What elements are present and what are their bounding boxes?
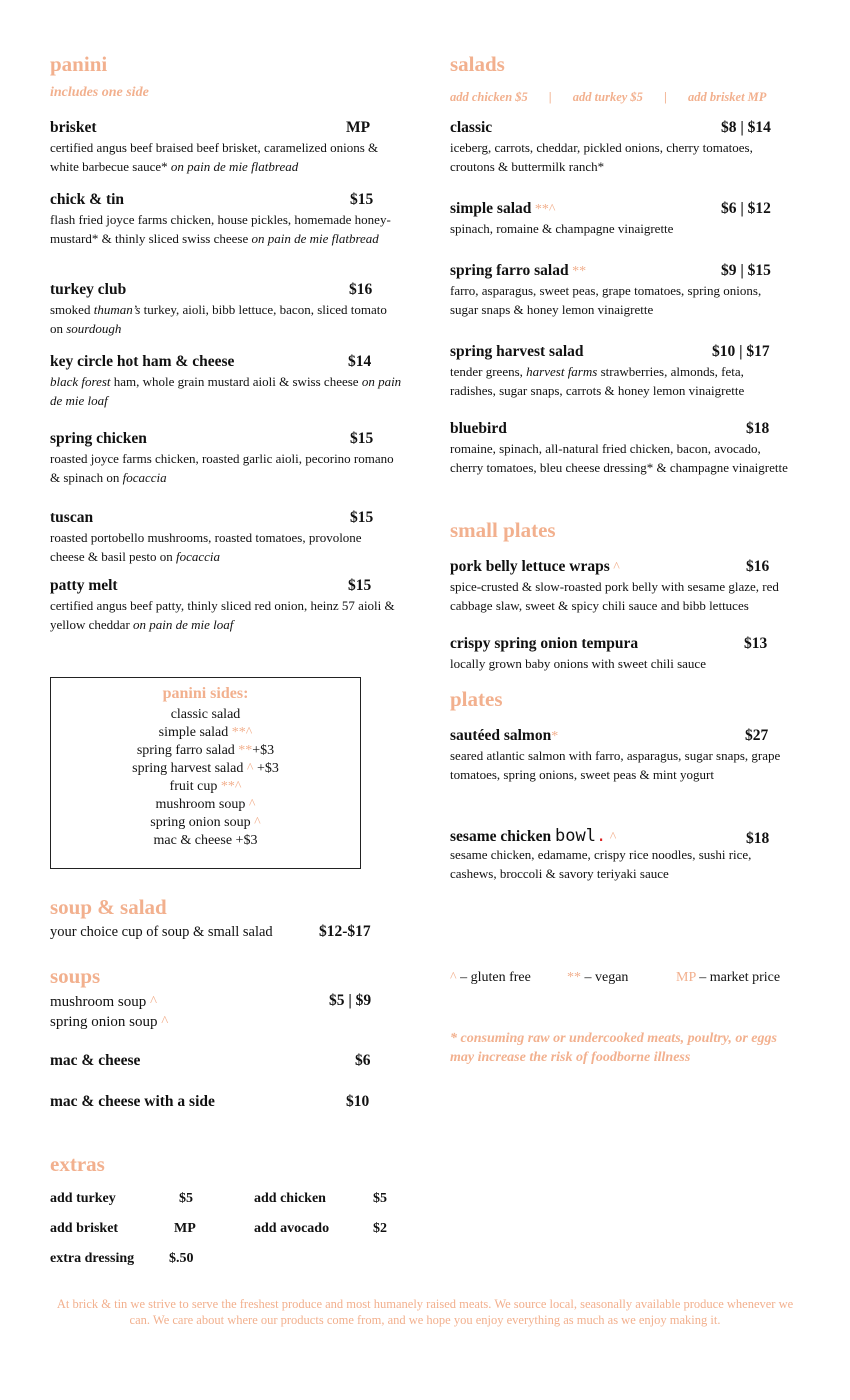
item-description: iceberg, carrots, cheddar, pickled onions, cherry tomatoes, croutons & buttermilk ranch* [450,140,753,174]
soup-salad-heading: soup & salad [50,895,167,919]
list-item: mushroom soup ^ [155,797,256,812]
mac-cheese-side-name: mac & cheese with a side [50,1093,215,1110]
item-description: black forest ham, whole grain mustard aioli & swiss cheese on pain de mie loaf [50,374,402,408]
item-price: $16 [349,281,373,298]
item-description: spinach, romaine & champagne vinaigrette [450,221,674,236]
list-item: simple salad **^ [158,725,253,740]
menu-item-spring-farro-salad: spring farro salad ** $9 | $15 farro, asparagus, sweet peas, grape tomatoes, spring onions, sugar snaps & honey lemon vinaigrette [450,262,790,319]
soups-list [50,992,168,1032]
menu-item-tuscan [50,509,395,566]
menu-item-sauteed-salmon: sautéed salmon* $27 seared atlantic salmon with farro, asparagus, sugar snaps, grape tomatoes, spring onions, sweet peas & mint yogurt [450,727,790,784]
item-name: bluebird [450,420,507,437]
legend-market-price: MP – market price [676,970,781,985]
menu-item-pork-belly-wraps: pork belly lettuce wraps ^ $16 spice-crusted & slow-roasted pork belly with sesame glaze, red cabbage slaw, sweet & spicy chili sauce and bibb lettuces [450,558,800,615]
list-item: mac & cheese +$3 [153,833,258,848]
menu-item-hot-ham-cheese [50,353,405,410]
item-price: $27 [745,727,769,744]
soup-salad-price: $12-$17 [319,923,371,940]
menu-item-bluebird [450,420,790,477]
plates-heading: plates [450,687,503,711]
item-price: $16 [746,558,770,575]
soups-heading: soups [50,964,101,988]
item-name: brisket [50,119,97,136]
item-price: $13 [744,635,768,652]
panini-subtitle: includes one side [50,85,149,100]
list-item: spring onion soup ^ [50,1014,169,1030]
panini-sides-box [50,677,361,869]
menu-item-patty-melt [50,577,395,634]
menu-item-turkey-club [50,281,400,338]
item-name: key circle hot ham & cheese [50,353,235,370]
item-description: farro, asparagus, sweet peas, grape tomatoes, spring onions, sugar snaps & honey lemon vinaigrette [450,283,762,317]
item-price: $15 [350,191,374,208]
list-item: spring onion soup ^ [150,815,261,830]
item-name: classic [450,119,493,136]
item-price: $8 | $14 [721,119,771,136]
item-name: simple salad [450,200,532,217]
item-description: flash fried joyce farms chicken, house pickles, homemade honey-mustard* & thinly sliced swiss cheese on pain de mie flatbread [50,212,391,246]
panini-heading: panini [50,52,108,76]
list-item: mushroom soup ^ [50,994,158,1010]
item-description: romaine, spinach, all-natural fried chicken, bacon, avocado, cherry tomatoes, bleu cheese dressing* & champagne vinaigrette [450,441,788,475]
item-description: sesame chicken, edamame, crispy rice noodles, sushi rice, cashews, broccoli & savory teriyaki sauce [450,847,752,881]
item-description: certified angus beef braised beef brisket, caramelized onions & white barbecue sauce* on pain de mie flatbread [50,140,379,174]
list-item: spring harvest salad ^ +$3 [132,761,279,776]
menu-item-classic-salad [450,119,790,176]
item-name: spring harvest salad [450,343,584,360]
item-description: roasted joyce farms chicken, roasted garlic aioli, pecorino romano & spinach on focaccia [50,451,394,485]
panini-sides-title: panini sides: [162,685,249,702]
item-name: pork belly lettuce wraps [450,558,610,575]
item-description: certified angus beef patty, thinly sliced red onion, heinz 57 aioli & yellow cheddar on pain de mie loaf [50,598,395,632]
item-description: locally grown baby onions with sweet chili sauce [450,656,706,671]
list-item: fruit cup **^ [169,779,242,794]
salads-addons: add chicken $5 | add turkey $5 | add brisket MP [450,90,767,104]
item-name: crispy spring onion tempura [450,635,639,652]
menu-item-spring-chicken [50,430,395,487]
item-price: $15 [350,509,374,526]
item-price: $15 [350,430,374,447]
footer-statement: At brick & tin we strive to serve the freshest produce and most humanely raised meats. We source local, seasonally available produce whenever we can. We care about where our products come from, and we hope you enjoy everything as much as we enjoy making it. [56,1297,794,1327]
legend-gluten-free: ^ – gluten free [450,970,531,985]
menu-item-spring-harvest-salad [450,343,790,400]
item-price: $18 [746,420,770,437]
menu-item-brisket [50,119,400,176]
item-description: spice-crusted & slow-roasted pork belly with sesame glaze, red cabbage slaw, sweet & spicy chili sauce and bibb lettuces [450,579,779,613]
item-name: patty melt [50,577,118,594]
extras-heading: extras [50,1152,105,1176]
legend-vegan: ** – vegan [567,970,629,985]
item-description: seared atlantic salmon with farro, asparagus, sugar snaps, grape tomatoes, spring onions, sweet peas & mint yogurt [450,748,781,782]
item-description: roasted portobello mushrooms, roasted tomatoes, provolone cheese & basil pesto on focaccia [50,530,362,564]
item-name: spring chicken [50,430,147,447]
item-price: $10 | $17 [712,343,770,360]
item-name: turkey club [50,281,127,298]
item-price: $18 [746,830,770,847]
panini-sides-list [51,706,360,850]
list-item: classic salad [170,707,241,722]
item-price: $15 [348,577,372,594]
bowl-logo: bowl. [555,826,607,846]
menu-item-simple-salad: simple salad **^ $6 | $12 spinach, romaine & champagne vinaigrette [450,200,790,239]
small-plates-heading: small plates [450,518,556,542]
menu-item-chick-tin [50,191,400,248]
item-price: $14 [348,353,372,370]
item-name: spring farro salad [450,262,569,279]
item-price: $6 | $12 [721,200,771,217]
item-price: $9 | $15 [721,262,771,279]
menu-item-onion-tempura [450,635,800,674]
item-name: tuscan [50,509,94,526]
item-price: MP [346,119,371,136]
list-item: spring farro salad **+$3 [136,743,275,758]
soup-salad-description: your choice cup of soup & small salad [50,924,273,940]
item-name: sesame chicken [450,828,556,845]
mac-cheese-name: mac & cheese [50,1052,141,1069]
menu-item-sesame-chicken-bowl: sesame chicken bowl. ^ $18 sesame chicken, edamame, crispy rice noodles, sushi rice, cashews, broccoli & savory teriyaki sauce [450,826,790,883]
soups-price: $5 | $9 [329,992,372,1009]
item-description: smoked thuman’s turkey, aioli, bibb lettuce, bacon, sliced tomato on sourdough [50,302,387,336]
item-name: sautéed salmon [450,727,552,744]
item-name: chick & tin [50,191,125,208]
mac-cheese-side-price: $10 [346,1093,370,1110]
mac-cheese-price: $6 [355,1052,371,1069]
foodborne-illness-warning: * consuming raw or undercooked meats, poultry, or eggs may increase the risk of foodborne illness [450,1031,777,1065]
salads-heading: salads [450,52,505,76]
item-description: tender greens, harvest farms strawberries, almonds, feta, radishes, sugar snaps, carrots & honey lemon vinaigrette [450,364,745,398]
